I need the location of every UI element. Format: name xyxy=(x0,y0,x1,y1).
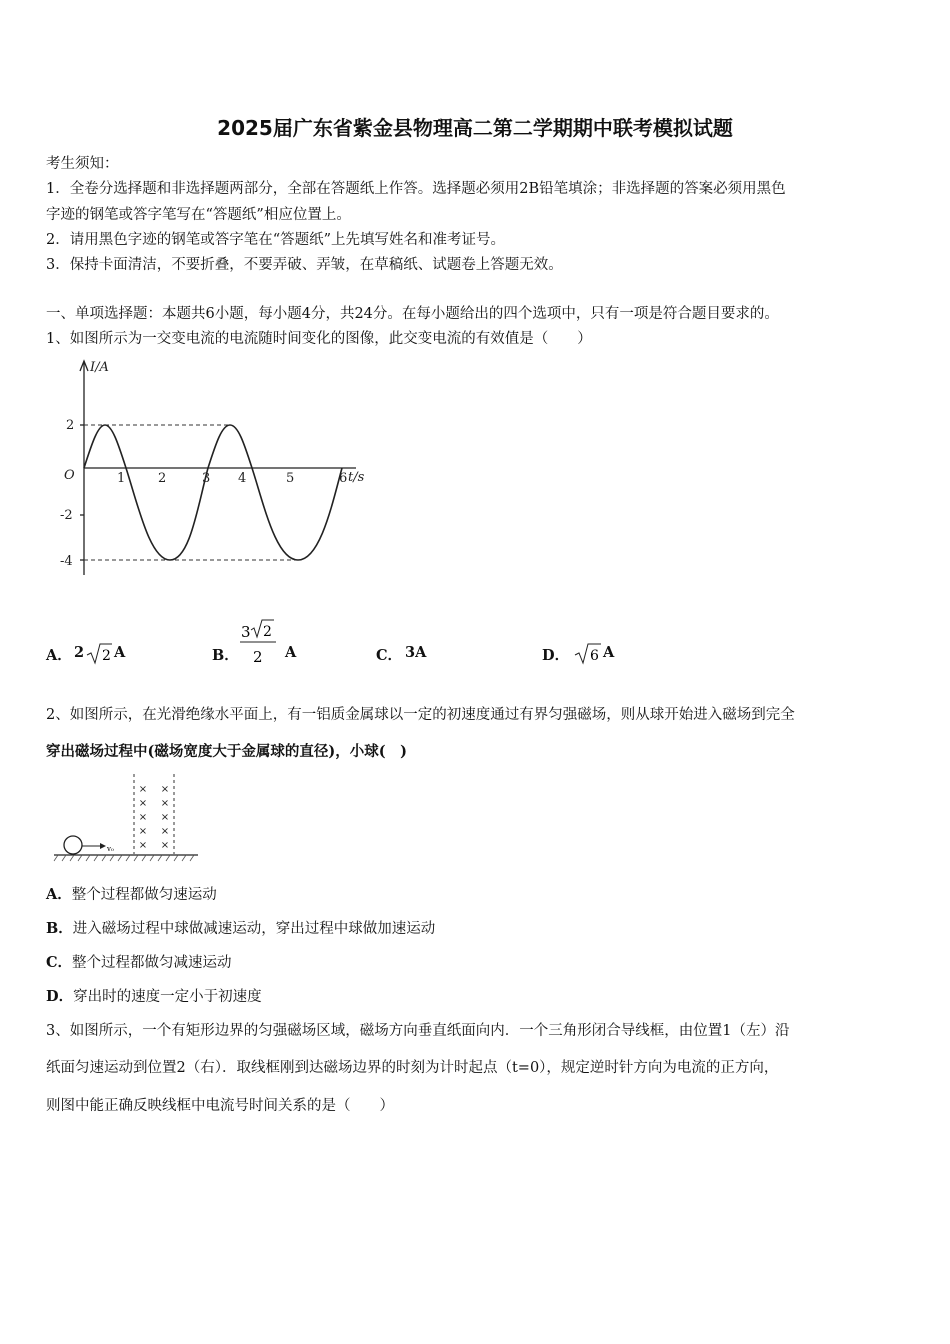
svg-text:×: × xyxy=(138,784,148,795)
current-curve xyxy=(84,425,342,560)
svg-text:×: × xyxy=(160,798,170,809)
x-tick-4: 4 xyxy=(238,471,247,486)
q2-option-b-text: 进入磁场过程中球做减速运动，穿出过程中球做加速运动 xyxy=(72,921,436,937)
svg-text:×: × xyxy=(160,812,170,823)
x-tick-5: 5 xyxy=(286,471,295,486)
y-tick-m4: -4 xyxy=(60,554,73,569)
y-tick-m2: -2 xyxy=(60,508,73,523)
svg-text:2: 2 xyxy=(263,624,272,640)
x-tick-2: 2 xyxy=(158,471,167,486)
section-heading: 一、单项选择题：本题共6小题，每小题4分，共24分。在每小题给出的四个选项中，只有一项是符合题目要求的。 xyxy=(46,306,779,322)
q1-option-d-letter: D． xyxy=(542,647,570,664)
svg-text:2: 2 xyxy=(102,648,111,664)
svg-text:×: × xyxy=(160,840,170,851)
q2-option-a-letter: A． xyxy=(46,886,72,903)
q2-option-d-letter: D． xyxy=(46,988,74,1005)
q2-option-a-text: 整个过程都做匀速运动 xyxy=(71,887,217,903)
q1-option-a-letter: A． xyxy=(46,647,72,664)
x-tick-6: 6 xyxy=(339,471,348,486)
q1-option-b-unit: A xyxy=(285,644,297,661)
velocity-label: v₀ xyxy=(107,845,114,853)
notice-item-1a: 1．全卷分选择题和非选择题两部分，全部在答题纸上作答。选择题必须用2B铅笔填涂；非选择题的答案必须用黑色 xyxy=(46,181,786,197)
q2-option-a xyxy=(46,883,217,904)
q1-option-b-fraction xyxy=(238,618,282,670)
q2-option-c-text: 整个过程都做匀减速运动 xyxy=(72,955,232,971)
svg-text:×: × xyxy=(138,826,148,837)
svg-text:6: 6 xyxy=(590,648,599,664)
q1-stem: 1、如图所示为一交变电流的电流随时间变化的图像，此交变电流的有效值是（ ） xyxy=(46,331,592,347)
q1-option-c-letter: C． xyxy=(376,647,403,664)
svg-text:×: × xyxy=(160,826,170,837)
metal-ball xyxy=(64,836,82,854)
q2-option-d-text: 穿出时的速度一定小于初速度 xyxy=(73,989,262,1005)
q1-option-d-unit: A xyxy=(603,644,615,661)
q2-option-d xyxy=(46,985,262,1006)
q3-stem-line2: 纸面匀速运动到位置2（右）．取线框刚到达磁场边界的时刻为计时起点（t=0），规定逆时针方向为电流的正方向， xyxy=(46,1060,779,1076)
x-axis-label: t/s xyxy=(348,470,365,485)
q2-magnetic-field-figure xyxy=(50,772,210,864)
q2-option-b-letter: B． xyxy=(46,920,73,937)
q1-option-c-text: 3A xyxy=(405,644,427,661)
notice-item-1b: 字迹的钢笔或答字笔写在“答题纸”相应位置上。 xyxy=(46,207,351,223)
notice-heading: 考生须知： xyxy=(46,156,119,172)
y-tick-2: 2 xyxy=(66,418,75,433)
origin-label: O xyxy=(64,468,75,483)
q1-option-a-coef: 2 xyxy=(74,644,85,661)
q3-stem-line3: 则图中能正确反映线框中电流号时间关系的是（ ） xyxy=(46,1098,394,1114)
q2-stem-line2: 穿出磁场过程中(磁场宽度大于金属球的直径)，小球( ) xyxy=(46,743,407,760)
svg-text:×: × xyxy=(138,798,148,809)
x-tick-1: 1 xyxy=(117,471,126,486)
q2-option-c-letter: C． xyxy=(46,954,73,971)
q1-option-b-letter: B． xyxy=(212,647,239,664)
q1-option-a-unit: A xyxy=(114,644,126,661)
notice-item-2: 2．请用黑色字迹的钢笔或答字笔在“答题纸”上先填写姓名和准考证号。 xyxy=(46,232,506,248)
notice-item-3: 3．保持卡面清洁，不要折叠，不要弄破、弄皱，在草稿纸、试题卷上答题无效。 xyxy=(46,257,563,273)
y-axis-label: I/A xyxy=(90,360,109,375)
x-tick-3: 3 xyxy=(202,471,211,486)
svg-text:×: × xyxy=(138,812,148,823)
q2-option-b xyxy=(46,917,435,938)
q1-current-time-graph xyxy=(50,355,410,605)
q2-stem-line1: 2、如图所示，在光滑绝缘水平面上，有一铝质金属球以一定的初速度通过有界匀强磁场，则从球开始进入磁场到完全 xyxy=(46,707,795,723)
svg-text:×: × xyxy=(160,784,170,795)
q1-option-a-sqrt xyxy=(86,642,112,666)
q3-stem-line1: 3、如图所示，一个有矩形边界的匀强磁场区域，磁场方向垂直纸面向内．一个三角形闭合导线框，由位置1（左）沿 xyxy=(46,1023,790,1039)
q1-option-d-sqrt xyxy=(574,642,602,666)
svg-text:×: × xyxy=(138,840,148,851)
svg-text:2: 2 xyxy=(253,648,263,666)
q2-option-c xyxy=(46,951,232,972)
svg-text:3: 3 xyxy=(241,623,251,641)
page-title: 2025届广东省紫金县物理高二第二学期期中联考模拟试题 xyxy=(217,116,733,140)
